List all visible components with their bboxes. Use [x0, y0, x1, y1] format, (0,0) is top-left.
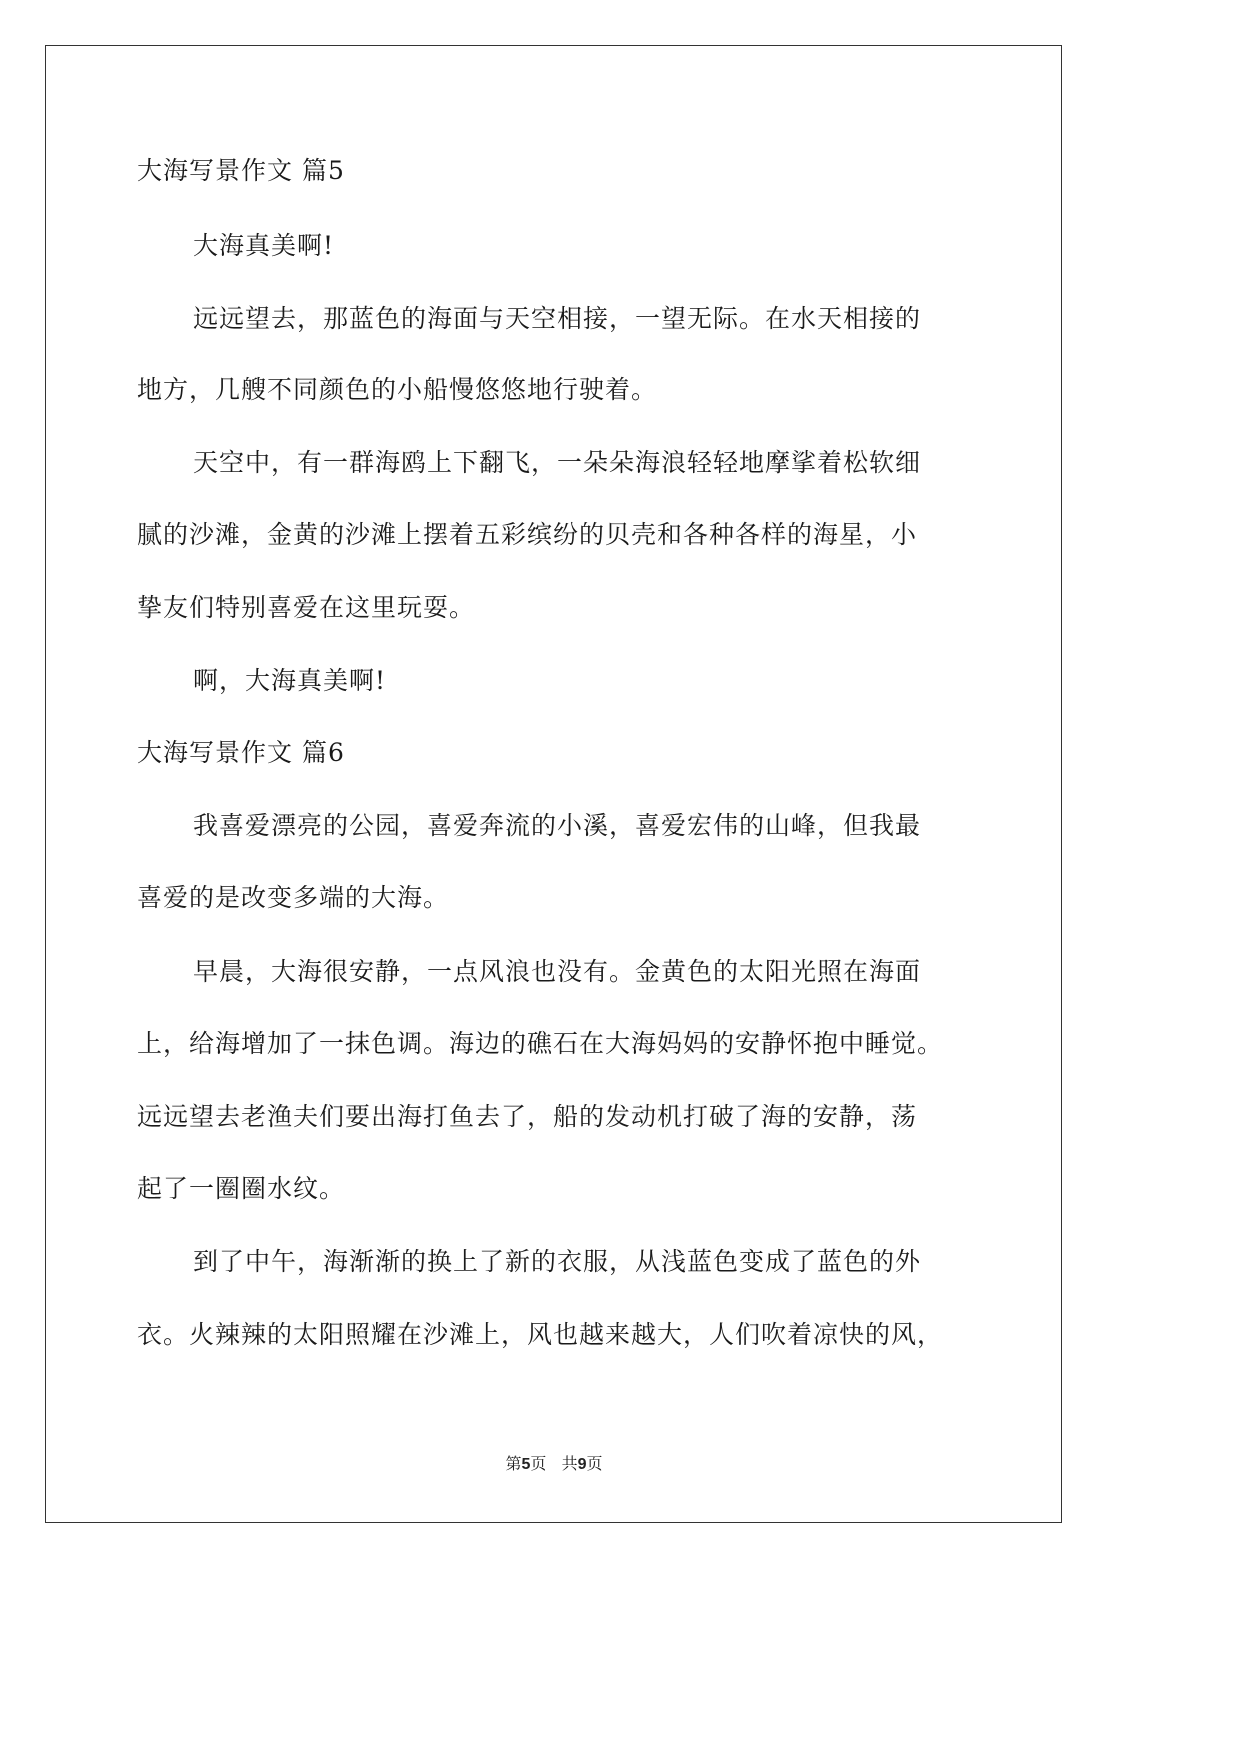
- paragraph-line: 早晨，大海很安静，一点风浪也没有。金黄色的太阳光照在海面: [193, 957, 922, 986]
- paragraph-line: 远远望去老渔夫们要出海打鱼去了，船的发动机打破了海的安静，荡: [137, 1102, 918, 1131]
- paragraph-line: 远远望去，那蓝色的海面与天空相接，一望无际。在水天相接的: [193, 304, 922, 333]
- paragraph-line: 天空中，有一群海鸥上下翻飞，一朵朵海浪轻轻地摩挲着松软细: [193, 448, 922, 477]
- page-footer: [0, 1454, 1108, 1475]
- total-page-number: 9: [577, 1456, 587, 1473]
- paragraph-line: 喜爱的是改变多端的大海。: [137, 883, 450, 912]
- paragraph-line: 我喜爱漂亮的公园，喜爱奔流的小溪，喜爱宏伟的山峰，但我最: [193, 811, 922, 840]
- paragraph-line: 挚友们特别喜爱在这里玩耍。: [137, 593, 476, 622]
- section-heading-5: 大海写景作文 篇5: [137, 156, 345, 185]
- paragraph-line: 起了一圈圈水纹。: [137, 1174, 346, 1203]
- page-suffix: 页: [586, 1454, 603, 1473]
- page-prefix: 第: [505, 1454, 522, 1473]
- paragraph-line: 到了中午，海渐渐的换上了新的衣服，从浅蓝色变成了蓝色的外: [193, 1247, 922, 1276]
- paragraph-line: 啊，大海真美啊!: [193, 666, 387, 695]
- page-mid: 页 共: [530, 1454, 578, 1473]
- paragraph-line: 大海真美啊!: [193, 231, 335, 260]
- paragraph-line: 衣。火辣辣的太阳照耀在沙滩上，风也越来越大，人们吹着凉快的风，: [137, 1320, 944, 1349]
- paragraph-line: 腻的沙滩，金黄的沙滩上摆着五彩缤纷的贝壳和各种各样的海星，小: [137, 520, 918, 549]
- section-heading-6: 大海写景作文 篇6: [137, 738, 345, 767]
- page-border: [45, 45, 1062, 1523]
- current-page-number: 5: [521, 1456, 531, 1473]
- paragraph-line: 上，给海增加了一抹色调。海边的礁石在大海妈妈的安静怀抱中睡觉。: [137, 1029, 944, 1058]
- paragraph-line: 地方，几艘不同颜色的小船慢悠悠地行驶着。: [137, 375, 658, 404]
